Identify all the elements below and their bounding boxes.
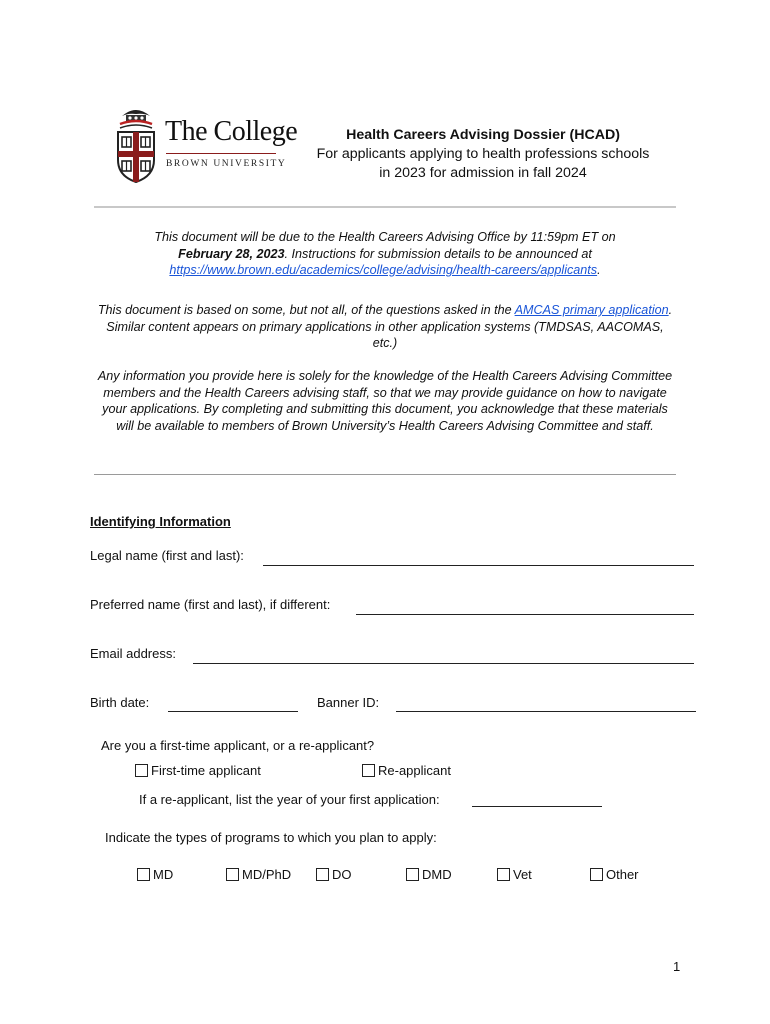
applicants-link[interactable]: https://www.brown.edu/academics/college/advising/health-careers/applicants <box>169 263 598 278</box>
legal-name-field[interactable] <box>263 565 694 566</box>
applicant-type-question: Are you a first-time applicant, or a re-applicant? <box>101 738 375 753</box>
preferred-name-field[interactable] <box>356 614 694 615</box>
period: . <box>597 263 601 278</box>
due-text: This document will be due to the Health Careers Advising Office by 11:59pm ET on <box>154 230 616 244</box>
intro-paragraph-due-date <box>96 229 674 279</box>
instructions-text: . Instructions for submission details to be announced at <box>284 246 592 261</box>
email-label: Email address: <box>90 646 176 661</box>
program-label-md-phd: MD/PhD <box>242 867 292 882</box>
intro-paragraph-amcas <box>96 302 674 352</box>
re-applicant-option[interactable] <box>362 763 451 778</box>
amcas-text-1: This document is based on some, but not all, of the questions asked in the <box>97 303 515 317</box>
intro-divider <box>94 474 676 475</box>
program-checkbox-dmd[interactable] <box>406 868 419 881</box>
due-date: February 28, 2023 <box>178 246 285 261</box>
program-checkbox-vet[interactable] <box>497 868 510 881</box>
document-header <box>300 126 666 183</box>
first-time-applicant-option[interactable] <box>135 763 261 778</box>
first-time-applicant-checkbox[interactable] <box>135 764 148 777</box>
program-label-do: DO <box>332 867 352 882</box>
program-checkbox-do[interactable] <box>316 868 329 881</box>
program-option-md-phd[interactable] <box>226 867 291 882</box>
re-applicant-label: Re-applicant <box>378 763 451 778</box>
section-title-identifying: Identifying Information <box>90 514 231 529</box>
document-title: Health Careers Advising Dossier (HCAD) <box>346 127 620 143</box>
brown-university-shield-icon <box>112 104 160 184</box>
amcas-text-2: . Similar content appears on primary applications in other application systems (TMDSAS, AACOMAS, etc.) <box>106 303 673 351</box>
logo-subtitle: BROWN UNIVERSITY <box>166 159 287 169</box>
logo-name: The College <box>165 116 298 147</box>
logo-divider <box>166 153 276 154</box>
reapplicant-year-field[interactable] <box>472 806 602 807</box>
program-option-other[interactable] <box>590 867 639 882</box>
program-option-do[interactable] <box>316 867 352 882</box>
program-label-other: Other <box>606 867 639 882</box>
intro-paragraph-privacy: Any information you provide here is solely for the knowledge of the Health Careers Advising Committee members and the Health Careers advising staff, so that we may provide guidance on how to navigate your applications. By completing and submitting this document, you acknowledge that these materials will be available to members of Brown University’s Health Careers Advising Committee and staff. <box>97 369 673 433</box>
re-applicant-checkbox[interactable] <box>362 764 375 777</box>
program-label-md: MD <box>153 867 174 882</box>
preferred-name-label: Preferred name (first and last), if different: <box>90 597 331 612</box>
first-time-applicant-label: First-time applicant <box>151 763 261 778</box>
header-divider <box>94 206 676 208</box>
program-checkbox-md-phd[interactable] <box>226 868 239 881</box>
document-subtitle-line1: For applicants applying to health professions schools <box>316 146 650 162</box>
birth-date-field[interactable] <box>168 711 298 712</box>
banner-id-field[interactable] <box>396 711 696 712</box>
program-label-dmd: DMD <box>422 867 452 882</box>
program-checkbox-other[interactable] <box>590 868 603 881</box>
program-checkbox-md[interactable] <box>137 868 150 881</box>
email-field[interactable] <box>193 663 694 664</box>
legal-name-label: Legal name (first and last): <box>90 548 244 563</box>
document-subtitle-line2: in 2023 for admission in fall 2024 <box>379 165 587 181</box>
birth-date-label: Birth date: <box>90 695 150 710</box>
program-option-dmd[interactable] <box>406 867 452 882</box>
program-option-md[interactable] <box>137 867 173 882</box>
programs-question: Indicate the types of programs to which you plan to apply: <box>105 830 437 845</box>
page-number: 1 <box>673 959 681 974</box>
amcas-link[interactable]: AMCAS primary application <box>514 303 669 317</box>
banner-id-label: Banner ID: <box>317 695 380 710</box>
reapplicant-year-label: If a re-applicant, list the year of your first application: <box>139 792 440 807</box>
program-label-vet: Vet <box>513 867 532 882</box>
program-option-vet[interactable] <box>497 867 532 882</box>
